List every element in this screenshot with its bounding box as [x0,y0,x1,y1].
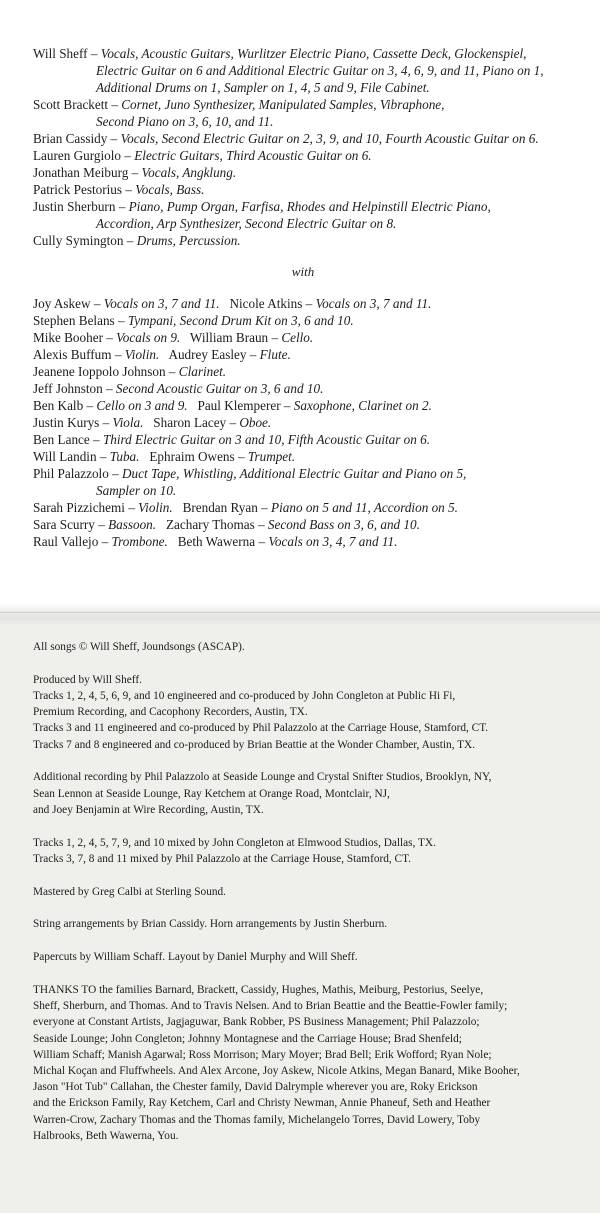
notes-line: Seaside Lounge; John Congleton; Johnny Montagnese and the Carriage House; Brad Shenfeld; [33,1032,462,1045]
notes-line: Tracks 1, 2, 4, 5, 7, 9, and 10 mixed by John Congleton at Elmwood Studios, Dallas, TX. [33,836,436,849]
guest-role: Piano on 5 and 11, Accordion on 5. [271,500,458,515]
guest-line: Raul Vallejo – Trombone. Beth Wawerna – Vocals on 3, 4, 7 and 11. [33,534,398,549]
guest-name: Jeanene Ioppolo Johnson [33,364,166,379]
with-label: with [291,264,315,279]
member-role: Vocals, Acoustic Guitars, Wurlitzer Electric Piano, Cassette Deck, Glockenspiel, [100,46,527,61]
notes-line: Papercuts by William Schaff. Layout by Daniel Murphy and Will Sheff. [33,951,358,964]
guest-line: Sara Scurry – Bassoon. Zachary Thomas – Second Bass on 3, 6, and 10. [33,517,420,532]
member-name: Justin Sherburn [33,199,116,214]
member-role: Second Piano on 3, 6, 10, and 11. [96,114,274,129]
credit-line: Patrick Pestorius – Vocals, Bass. [33,182,205,197]
guest-line: Jeanene Ioppolo Johnson – Clarinet. [33,364,227,379]
guest-name: William Braun [189,330,269,345]
guest-name: Sara Scurry [33,517,95,532]
guest-name: Ephraim Owens [149,449,235,464]
notes-line: Jason "Hot Tub" Callahan, the Chester family, David Dalrymple wherever you are, Roky Erickson [33,1081,478,1094]
guest-line: Ben Lance – Third Electric Guitar on 3 and 10, Fifth Acoustic Guitar on 6. [33,432,431,447]
credits-panel [0,0,600,603]
notes-paragraph [33,639,573,655]
notes-line: Tracks 7 and 8 engineered and co-produced by Brian Beattie at the Wonder Chamber, Austin, TX. [33,738,476,751]
notes-paragraph [33,884,573,900]
credit-line-continued [33,113,593,130]
credit-line: Justin Sherburn – Piano, Pump Organ, Farfisa, Rhodes and Helpinstill Electric Piano, [33,199,491,214]
member-role: Vocals, Bass. [135,182,205,197]
guest-role: Clarinet. [178,364,227,379]
guest-name: Justin Kurys [33,415,100,430]
member-role: Electric Guitar on 6 and Additional Electric Guitar on 3, 4, 6, 9, and 11, Piano on 1, [96,63,544,78]
notes-line: Michal Koçan and Fluffwheels. And Alex Arcone, Joy Askew, Nicole Atkins, Megan Banard, Mike Booher, [33,1065,520,1078]
guest-name: Ben Lance [33,432,90,447]
guest-name: Raul Vallejo [33,534,99,549]
guest-line: Phil Palazzolo – Duct Tape, Whistling, Additional Electric Guitar and Piano on 5, [33,466,467,481]
guest-name: Paul Klemperer [197,398,281,413]
guest-line-continued [33,482,593,499]
notes-line: Warren-Crow, Zachary Thomas and the Thomas family, Michelangelo Torres, David Lowery, Toby [33,1113,481,1126]
guest-role: Vocals on 3, 7 and 11. [103,296,220,311]
notes-line: everyone at Constant Artists, Jagjaguwar, Bank Robber, PS Business Management; Phil Palazzolo; [33,1016,480,1029]
guest-line: Ben Kalb – Cello on 3 and 9. Paul Klemperer – Saxophone, Clarinet on 2. [33,398,432,413]
guest-name: Stephen Belans [33,313,115,328]
guest-name: Mike Booher [33,330,103,345]
credit-line: Scott Brackett – Cornet, Juno Synthesizer, Manipulated Samples, Vibraphone, [33,97,445,112]
guest-name: Zachary Thomas [165,517,255,532]
guest-line: Will Landin – Tuba. Ephraim Owens – Trumpet. [33,449,296,464]
credit-line: Lauren Gurgiolo – Electric Guitars, Third Acoustic Guitar on 6. [33,148,372,163]
notes-line: Tracks 3 and 11 engineered and co-produced by Phil Palazzolo at the Carriage House, Stamford, CT. [33,722,489,735]
member-name: Jonathan Meiburg [33,165,129,180]
notes-list [33,639,573,1161]
guest-line: Jeff Johnston – Second Acoustic Guitar on 3, 6 and 10. [33,381,324,396]
notes-line: Sean Lennon at Seaside Lounge, Ray Ketchem at Orange Road, Montclair, NJ, [33,787,390,800]
member-role: Accordion, Arp Synthesizer, Second Electric Guitar on 8. [96,216,397,231]
guest-name: Phil Palazzolo [33,466,109,481]
guest-line: Sarah Pizzichemi – Violin. Brendan Ryan – Piano on 5 and 11, Accordion on 5. [33,500,458,515]
notes-paragraph [33,835,573,867]
guest-name: Sharon Lacey [153,415,227,430]
guest-line: Mike Booher – Vocals on 9. William Braun – Cello. [33,330,314,345]
notes-paragraph [33,769,573,818]
guest-name: Brendan Ryan [182,500,258,515]
guest-role: Trombone. [111,534,168,549]
notes-line: Mastered by Greg Calbi at Sterling Sound. [33,885,226,898]
notes-line: Produced by Will Sheff. [33,673,142,686]
member-role: Vocals, Angklung. [141,165,237,180]
member-role: Piano, Pump Organ, Farfisa, Rhodes and Helpinstill Electric Piano, [128,199,491,214]
member-name: Patrick Pestorius [33,182,123,197]
guest-role: Trumpet. [247,449,296,464]
notes-line: William Schaff; Manish Agarwal; Ross Morrison; Mary Moyer; Brad Bell; Erik Wofford; Ryan Nole; [33,1048,492,1061]
notes-paragraph [33,982,573,1144]
page-fold [0,603,600,625]
guest-role: Vocals on 3, 7 and 11. [315,296,432,311]
member-name: Cully Symington [33,233,124,248]
notes-paragraph [33,949,573,965]
guest-role: Violin. [138,500,173,515]
credit-line-continued [33,62,593,79]
guest-role: Bassoon. [108,517,157,532]
guest-role: Tympani, Second Drum Kit on 3, 6 and 10. [127,313,354,328]
guest-role: Cello on 3 and 9. [96,398,188,413]
credit-line: Cully Symington – Drums, Percussion. [33,233,241,248]
guest-role: Violin. [124,347,160,362]
guest-role: Vocals on 9. [116,330,181,345]
credit-line: Will Sheff – Vocals, Acoustic Guitars, Wurlitzer Electric Piano, Cassette Deck, Glockenspiel, [33,46,527,61]
member-name: Scott Brackett [33,97,109,112]
guest-line: Justin Kurys – Viola. Sharon Lacey – Oboe. [33,415,272,430]
notes-line: THANKS TO the families Barnard, Brackett, Cassidy, Hughes, Mathis, Meiburg, Pestorius, Seelye, [33,984,484,996]
guest-name: Audrey Easley [168,347,247,362]
guest-role: Viola. [112,415,144,430]
guest-role: Second Bass on 3, 6, and 10. [267,517,420,532]
credit-line: Jonathan Meiburg – Vocals, Angklung. [33,165,237,180]
member-name: Lauren Gurgiolo [33,148,122,163]
notes-line: Premium Recording, and Cacophony Recorders, Austin, TX. [33,706,308,719]
guest-role: Saxophone, Clarinet on 2. [293,398,432,413]
notes-line: Sheff, Sherburn, and Thomas. And to Travis Nelsen. And to Brian Beattie and the Beattie-Fowler family; [33,1000,508,1013]
guest-line: Stephen Belans – Tympani, Second Drum Kit on 3, 6 and 10. [33,313,354,328]
guest-role: Oboe. [239,415,272,430]
fold-crease [0,612,600,613]
notes-paragraph [33,672,573,753]
notes-line: and the Erickson Family, Ray Ketchem, Carl and Christy Newman, Annie Phaneuf, Seth and Heather [33,1097,491,1110]
notes-line: Additional recording by Phil Palazzolo at Seaside Lounge and Crystal Snifter Studios, Brooklyn, NY, [33,771,492,784]
guest-name: Will Landin [33,449,97,464]
member-role: Electric Guitars, Third Acoustic Guitar on 6. [134,148,372,163]
credit-line: Brian Cassidy – Vocals, Second Electric Guitar on 2, 3, 9, and 10, Fourth Acoustic Guitar on 6. [33,131,539,146]
notes-line: and Joey Benjamin at Wire Recording, Austin, TX. [33,803,264,816]
guest-line: Joy Askew – Vocals on 3, 7 and 11. Nicole Atkins – Vocals on 3, 7 and 11. [33,296,432,311]
guest-role: Cello. [281,330,314,345]
member-role: Cornet, Juno Synthesizer, Manipulated Samples, Vibraphone, [121,97,445,112]
guest-role: Second Acoustic Guitar on 3, 6 and 10. [115,381,324,396]
guest-name: Beth Wawerna [177,534,256,549]
guest-role: Vocals on 3, 4, 7 and 11. [268,534,398,549]
notes-line: Halbrooks, Beth Wawerna, You. [33,1129,179,1142]
member-name: Will Sheff [33,46,88,61]
notes-panel [0,625,600,1213]
notes-line: Tracks 1, 2, 4, 5, 6, 9, and 10 engineered and co-produced by John Congleton at Public Hi Fi, [33,690,456,702]
guest-name: Sarah Pizzichemi [33,500,125,515]
credits-list [33,45,593,550]
guest-line: Alexis Buffum – Violin. Audrey Easley – Flute. [33,347,291,362]
guest-name: Alexis Buffum [33,347,112,362]
guest-name: Joy Askew [33,296,91,311]
guest-role: Duct Tape, Whistling, Additional Electric Guitar and Piano on 5, [122,466,467,481]
credit-line-continued [33,215,593,232]
guest-name: Ben Kalb [33,398,84,413]
guest-name: Nicole Atkins [229,296,303,311]
guest-role: Third Electric Guitar on 3 and 10, Fifth Acoustic Guitar on 6. [102,432,431,447]
guest-role: Flute. [259,347,291,362]
notes-line: String arrangements by Brian Cassidy. Horn arrangements by Justin Sherburn. [33,918,388,931]
guest-name: Jeff Johnston [33,381,103,396]
notes-line: All songs © Will Sheff, Joundsongs (ASCAP). [33,641,245,653]
notes-line: Tracks 3, 7, 8 and 11 mixed by Phil Palazzolo at the Carriage House, Stamford, CT. [33,852,411,865]
credit-line-continued [33,79,593,96]
member-role: Additional Drums on 1, Sampler on 1, 4, 5 and 9, File Cabinet. [96,80,430,95]
notes-paragraph [33,916,573,932]
member-role: Vocals, Second Electric Guitar on 2, 3, 9, and 10, Fourth Acoustic Guitar on 6. [120,131,539,146]
member-role: Drums, Percussion. [136,233,241,248]
guest-role: Sampler on 10. [96,483,177,498]
guest-role: Tuba. [109,449,140,464]
member-name: Brian Cassidy [33,131,108,146]
